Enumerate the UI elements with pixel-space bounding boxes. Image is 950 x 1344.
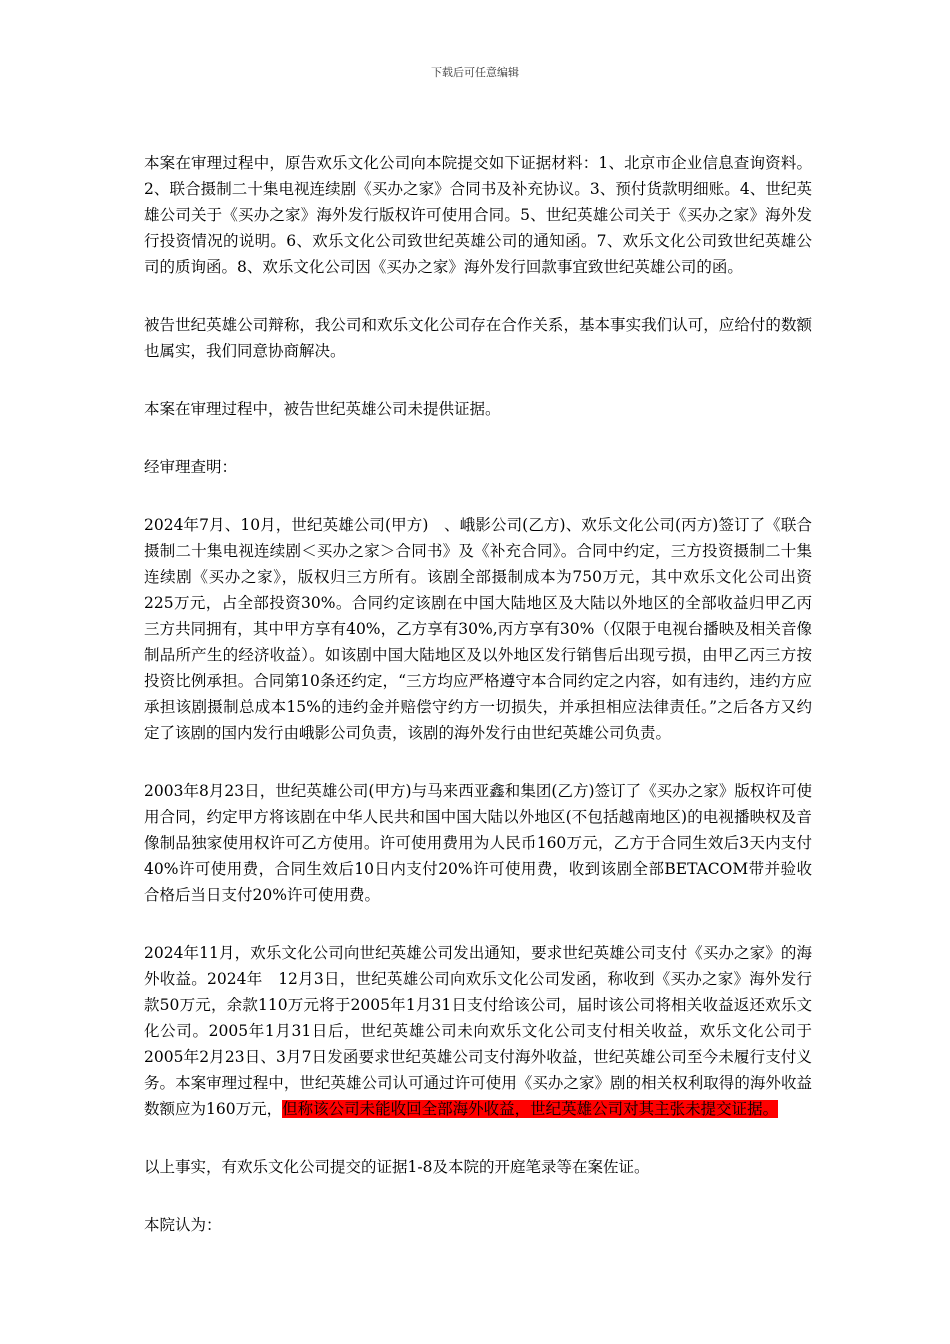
paragraph-evidence-list: 本案在审理过程中，原告欢乐文化公司向本院提交如下证据材料：1、北京市企业信息查询资料。2、联合摄制二十集电视连续剧《买办之家》合同书及补充协议。3、预付货款明细账。4、世纪英雄公司关于《买办之家》海外发行版权许可使用合同。5、世纪英雄公司关于《买办之家》海外发行投资情况的说明。6、欢乐文化公司致世纪英雄公司的通知函。7、欢乐文化公司致世纪英雄公司的质询函。8、欢乐文化公司因《买办之家》海外发行回款事宜致世纪英雄公司的函。 xyxy=(144,154,812,276)
paragraph-payment-facts xyxy=(144,940,812,1122)
document-body xyxy=(144,150,812,1270)
paragraph-court-opinion-heading: 本院认为： xyxy=(144,1216,222,1234)
paragraph-findings-heading: 经审理查明： xyxy=(144,458,238,476)
page-header: 下载后可任意编辑 xyxy=(431,66,519,79)
payment-facts-text: 2024年11月，欢乐文化公司向世纪英雄公司发出通知，要求世纪英雄公司支付《买办之家》的海外收益。2024年 12月3日，世纪英雄公司向欢乐文化公司发函，称收到《买办之家》海外发行款50万元，余款110万元将于2005年1月31日支付给该公司，届时该公司将相关收益返还欢乐文化公司。2005年1月31日后，世纪英雄公司未向欢乐文化公司支付相关收益，欢乐文化公司于2005年2月23日、3月7日发函要求世纪英雄公司支付海外收益，世纪英雄公司至今未履行支付义务。本案审理过程中，世纪英雄公司认可通过许可使用《买办之家》剧的相关权利取得的海外收益数额应为160万元， xyxy=(144,944,812,1118)
paragraph-defendant-statement: 被告世纪英雄公司辩称，我公司和欢乐文化公司存在合作关系，基本事实我们认可，应给付的数额也属实，我们同意协商解决。 xyxy=(144,316,812,360)
paragraph-contract-facts: 2024年7月、10月，世纪英雄公司(甲方) 、峨影公司(乙方)、欢乐文化公司(丙方)签订了《联合摄制二十集电视连续剧＜买办之家＞合同书》及《补充合同》。合同中约定，三方投资摄制二十集连续剧《买办之家》，版权归三方所有。该剧全部摄制成本为750万元，其中欢乐文化公司出资225万元，占全部投资30%。合同约定该剧在中国大陆地区及大陆以外地区的全部收益归甲乙丙三方共同拥有，其中甲方享有40%，乙方享有30%,丙方享有30%（仅限于电视台播映及相关音像制品所产生的经济收益）。如该剧中国大陆地区及以外地区发行销售后出现亏损，由甲乙丙三方按投资比例承担。合同第10条还约定，“三方均应严格遵守本合同约定之内容，如有违约，违约方应承担该剧摄制总成本15%的违约金并赔偿守约方一切损失，并承担相应法律责任。”之后各方又约定了该剧的国内发行由峨影公司负责，该剧的海外发行由世纪英雄公司负责。 xyxy=(144,516,812,742)
paragraph-no-evidence: 本案在审理过程中，被告世纪英雄公司未提供证据。 xyxy=(144,400,501,418)
highlighted-text: 但称该公司未能收回全部海外收益，世纪英雄公司对其主张未提交证据。 xyxy=(282,1100,779,1118)
paragraph-license-contract: 2003年8月23日，世纪英雄公司(甲方)与马来西亚鑫和集团(乙方)签订了《买办之家》版权许可使用合同，约定甲方将该剧在中华人民共和国中国大陆以外地区(不包括越南地区)的电视播映权及音像制品独家使用权许可乙方使用。许可使用费用为人民币160万元，乙方于合同生效后3天内支付40%许可使用费，合同生效后10日内支付20%许可使用费，收到该剧全部BETACOM带并验收合格后当日支付20%许可使用费。 xyxy=(144,782,812,904)
paragraph-evidence-summary: 以上事实，有欢乐文化公司提交的证据1-8及本院的开庭笔录等在案佐证。 xyxy=(144,1158,650,1176)
